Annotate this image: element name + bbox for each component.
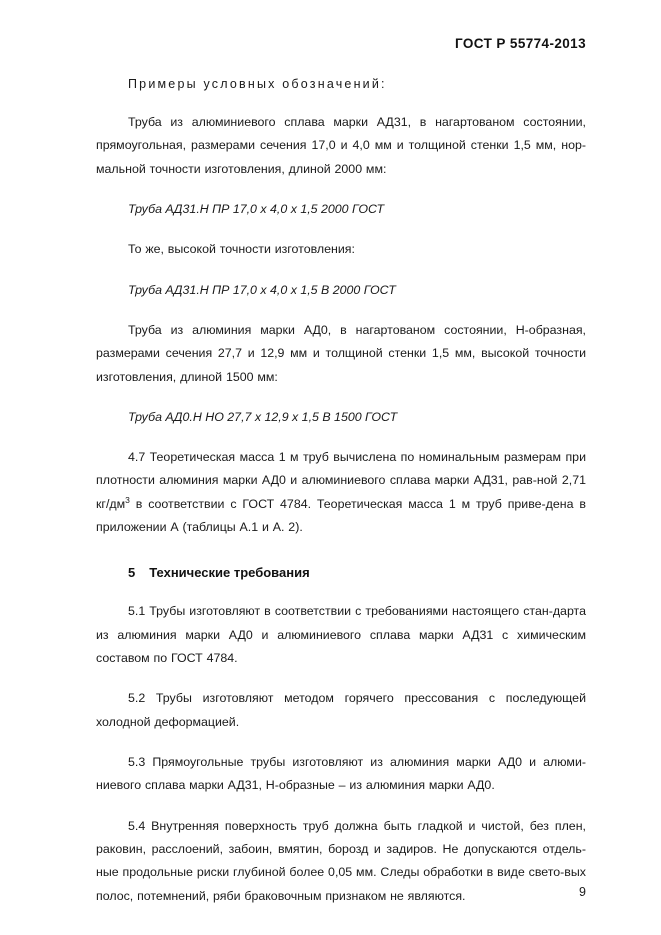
paragraph-example-1-description: Труба из алюминиевого сплава марки АД31, в нагартованом состоянии, прямоугольная, размерами сечения 17,0 и 4,0 мм и толщиной стенки 1,5 мм, нор-мальной точности изготовления, длиной 2000 мм:: [96, 115, 586, 176]
paragraph-clause-5-3: 5.3 Прямоугольные трубы изготовляют из алюминия марки АД0 и алюми-ниевого сплава марки АД31, Н-образные – из алюминия марки АД0.: [96, 754, 586, 793]
clause-4-7-text-part1: 4.7 Теоретическая масса 1 м труб вычислена по номинальным размерам при плотности алюминия марки АД0 и алюминиевого сплава марки АД31, рав-ной 2,71 кг/дм: [96, 450, 586, 511]
clause-4-7-text-part2: в соответствии с ГОСТ 4784. Теоретическая масса 1 м труб приве-дена в приложении А (таблицы А.1 и А. 2).: [96, 496, 586, 535]
section-number-5: 5: [128, 565, 136, 581]
section-heading-5: [96, 565, 586, 580]
section-title-5: Технические требования: [149, 565, 310, 581]
density-superscript: 3: [125, 494, 130, 505]
paragraph-same-high-precision: То же, высокой точности изготовления:: [128, 242, 355, 257]
document-standard-header: ГОСТ Р 55774-2013: [454, 36, 586, 51]
examples-heading: Примеры условных обозначений:: [128, 77, 387, 91]
paragraph-clause-5-1: 5.1 Трубы изготовляют в соответствии с требованиями настоящего стан-дарта из алюминия марки АД0 и алюминиевого сплава марки АД31 с химическим составом по ГОСТ 4784.: [96, 604, 586, 665]
example-designation-1: Труба АД31.Н ПР 17,0 х 4,0 х 1,5 2000 ГОСТ: [128, 201, 385, 216]
page-number: 9: [579, 885, 586, 899]
example-designation-3: Труба АД0.Н НО 27,7 х 12,9 х 1,5 В 1500 ГОСТ: [128, 409, 398, 424]
page-content: [96, 36, 586, 925]
paragraph-clause-5-2: 5.2 Трубы изготовляют методом горячего прессования с последующей холодной деформацией.: [96, 691, 586, 729]
paragraph-clause-4-7: [96, 446, 586, 539]
paragraph-clause-5-4: 5.4 Внутренняя поверхность труб должна быть гладкой и чистой, без плен, раковин, расслоений, забоин, вмятин, борозд и задиров. Не допускаются отдель-ные продольные риски глубиной более 0,05 мм. Следы обработки в виде свето-вых полос, потемнений, ряби браковочным признаком не являются.: [96, 818, 586, 903]
paragraph-example-3-description: Труба из алюминия марки АД0, в нагартованом состоянии, Н-образная, размерами сечения 27,7 и 12,9 мм и толщиной стенки 1,5 мм, высокой точности изготовления, длиной 1500 мм:: [96, 322, 586, 384]
example-designation-2: Труба АД31.Н ПР 17,0 х 4,0 х 1,5 В 2000 ГОСТ: [128, 282, 396, 297]
